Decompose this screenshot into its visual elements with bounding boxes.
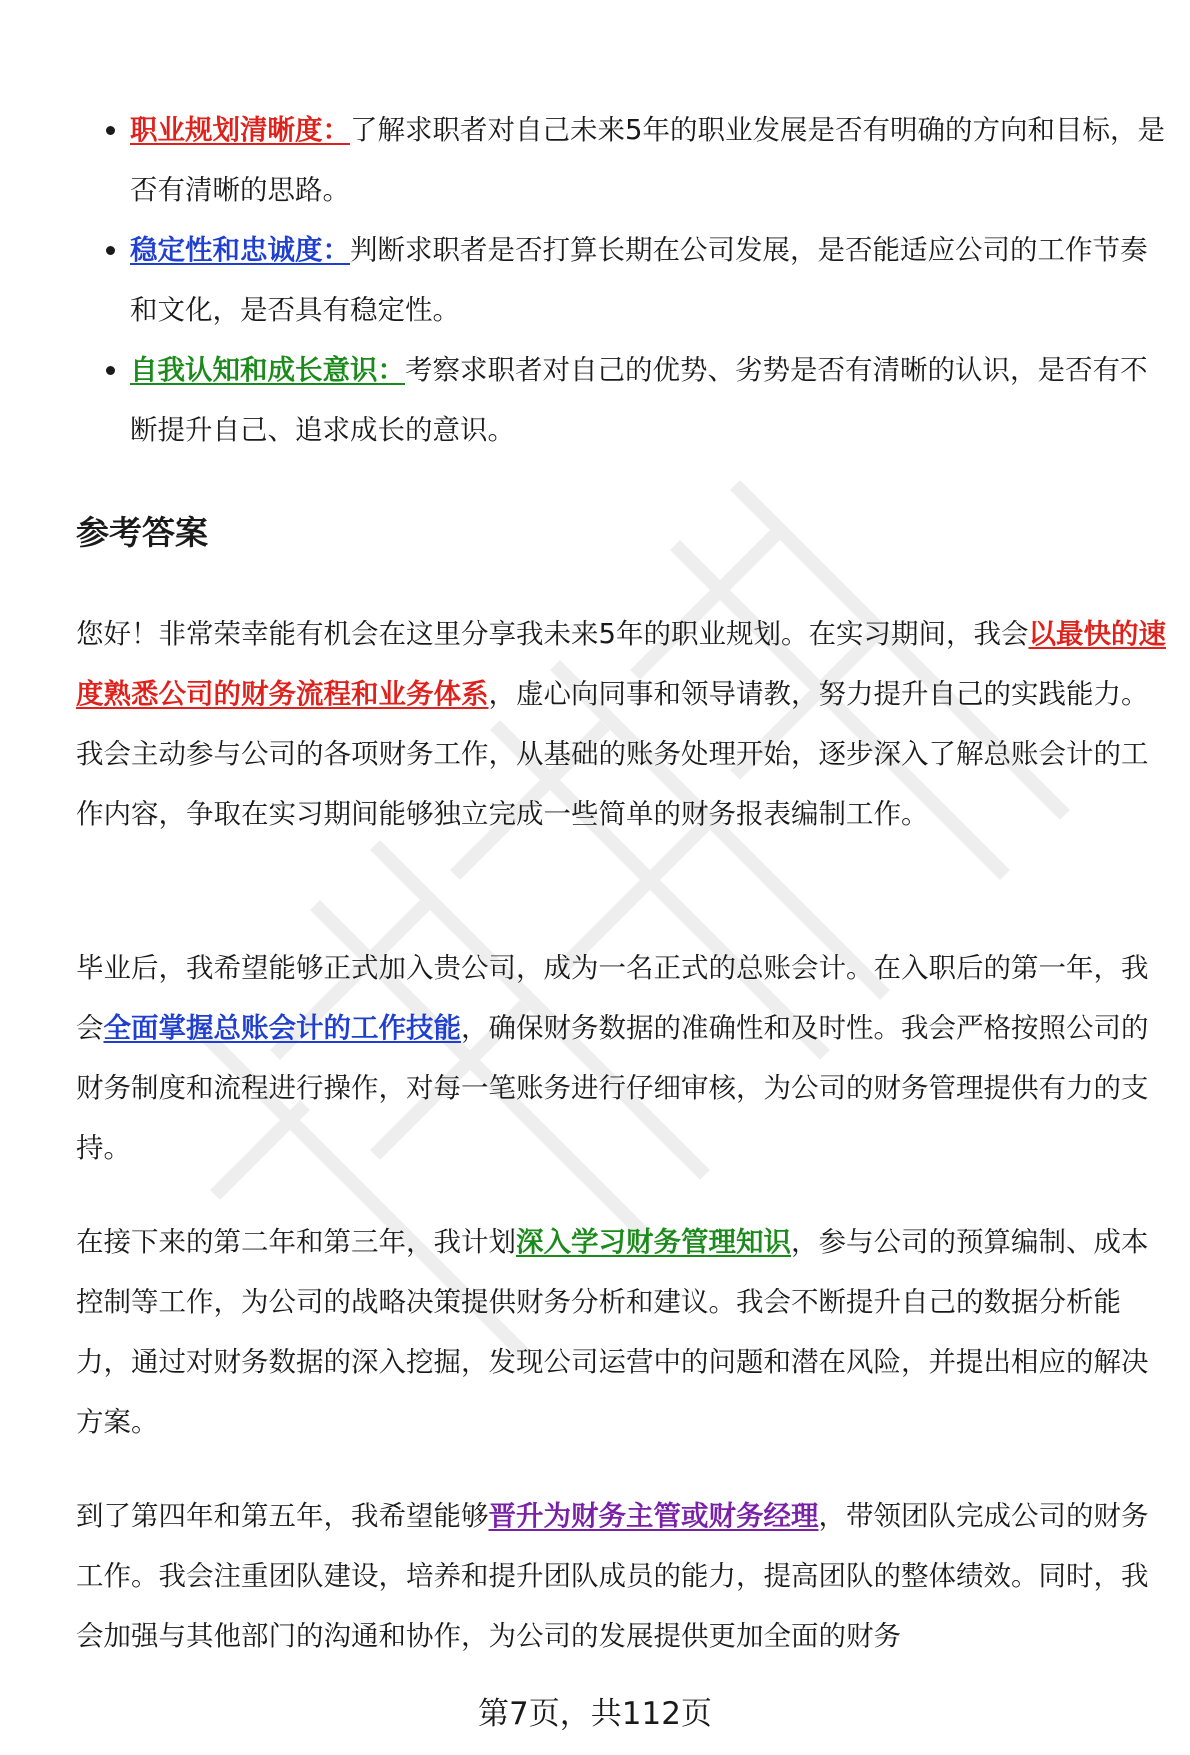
list-item: [76, 340, 1166, 460]
criteria-text: 判断求职者是否打算长期在公司发展，是否能适应公司的工作节奏和文化，是否具有稳定性。: [130, 234, 1148, 326]
bullet-icon: [106, 246, 115, 255]
paragraph-text: 毕业后，我希望能够正式加入贵公司，成为一名正式的总账会计。在入职后的第一年，我会: [76, 952, 1149, 1044]
paragraph-text: 到了第四年和第五年，我希望能够: [76, 1500, 489, 1532]
criteria-label: 稳定性和忠诚度：: [130, 234, 350, 266]
criteria-text: 了解求职者对自己未来5年的职业发展是否有明确的方向和目标，是否有清晰的思路。: [130, 114, 1165, 206]
answer-paragraph: [76, 1212, 1166, 1452]
criteria-list: [76, 100, 1166, 460]
paragraph-text: ，参与公司的预算编制、成本控制等工作，为公司的战略决策提供财务分析和建议。我会不断提升自己的数据分析能力，通过对财务数据的深入挖掘，发现公司运营中的问题和潜在风险，并提出相应的解决方案。: [76, 1226, 1149, 1438]
bullet-icon: [106, 126, 115, 135]
answer-paragraph: [76, 1486, 1166, 1666]
answer-paragraph: [76, 604, 1166, 844]
paragraph-text: ，确保财务数据的准确性和及时性。我会严格按照公司的财务制度和流程进行操作，对每一笔账务进行仔细审核，为公司的财务管理提供有力的支持。: [76, 1012, 1149, 1164]
criteria-text: 考察求职者对自己的优势、劣势是否有清晰的认识，是否有不断提升自己、追求成长的意识。: [130, 354, 1148, 446]
paragraph-text: 在接下来的第二年和第三年，我计划: [76, 1226, 516, 1258]
highlight-text: 以最快的速度熟悉公司的财务流程和业务体系: [76, 618, 1166, 710]
list-item: [76, 220, 1166, 340]
paragraph-text: 您好！非常荣幸能有机会在这里分享我未来5年的职业规划。在实习期间，我会: [76, 618, 1029, 650]
highlight-text: 深入学习财务管理知识: [516, 1226, 791, 1258]
highlight-text: 全面掌握总账会计的工作技能: [103, 1012, 461, 1044]
bullet-icon: [106, 366, 115, 375]
section-title: 参考答案: [76, 513, 208, 552]
list-item: [76, 100, 1166, 220]
criteria-label: 自我认知和成长意识：: [130, 354, 405, 386]
paragraph-text: ，虚心向同事和领导请教，努力提升自己的实践能力。我会主动参与公司的各项财务工作，从基础的账务处理开始，逐步深入了解总账会计的工作内容，争取在实习期间能够独立完成一些简单的财务报表编制工作。: [76, 678, 1149, 830]
page-number: 第7页，共112页: [478, 1696, 712, 1732]
highlight-text: 晋升为财务主管或财务经理: [488, 1500, 819, 1532]
paragraph-text: ，带领团队完成公司的财务工作。我会注重团队建设，培养和提升团队成员的能力，提高团队的整体绩效。同时，我会加强与其他部门的沟通和协作，为公司的发展提供更加全面的财务: [76, 1500, 1149, 1652]
criteria-label: 职业规划清晰度：: [130, 114, 350, 146]
answer-paragraph: [76, 938, 1166, 1178]
